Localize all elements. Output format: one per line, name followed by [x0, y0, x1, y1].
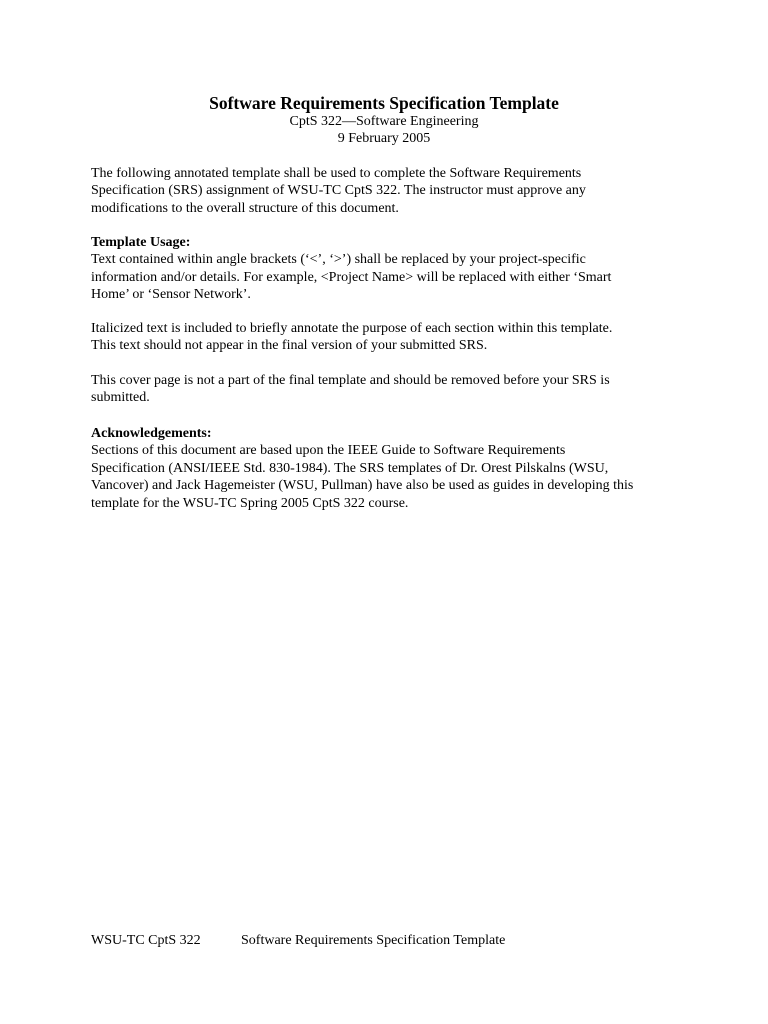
- cover-note-line: submitted.: [91, 390, 150, 406]
- page-footer: [91, 932, 505, 949]
- acknowledgements-section: [91, 425, 691, 512]
- intro-paragraph: [91, 165, 691, 217]
- intro-line: The following annotated template shall be used to complete the Software Requirements: [91, 166, 582, 181]
- template-usage-heading: Template Usage:: [91, 235, 191, 250]
- acknowledgements-line: Vancover) and Jack Hagemeister (WSU, Pullman) have also be used as guides in developing this: [91, 478, 634, 494]
- intro-line: Specification (SRS) assignment of WSU-TC CptS 322. The instructor must approve any: [91, 183, 586, 199]
- acknowledgements-line: template for the WSU-TC Spring 2005 CptS 322 course.: [91, 495, 409, 511]
- document-title: Software Requirements Specification Template: [209, 93, 559, 113]
- italic-note-line: Italicized text is included to briefly annotate the purpose of each section within this template.: [91, 321, 613, 336]
- italic-note-paragraph: [91, 320, 691, 355]
- cover-note-line: This cover page is not a part of the final template and should be removed before your SRS is: [91, 373, 610, 388]
- course-name: CptS 322—Software Engineering: [289, 114, 479, 129]
- template-usage-line: Home’ or ‘Sensor Network’.: [91, 287, 251, 303]
- template-usage-line: Text contained within angle brackets (‘<’, ‘>’) shall be replaced by your project-specific: [91, 252, 586, 268]
- template-usage-section: [91, 234, 691, 304]
- footer-doc-title: Software Requirements Specification Template: [241, 933, 506, 948]
- acknowledgements-line: Sections of this document are based upon the IEEE Guide to Software Requirements: [91, 443, 566, 459]
- template-usage-line: information and/or details. For example, <Project Name> will be replaced with either ‘Smart: [91, 269, 612, 285]
- document-date: 9 February 2005: [337, 131, 431, 146]
- cover-note-paragraph: [91, 372, 691, 407]
- acknowledgements-line: Specification (ANSI/IEEE Std. 830-1984). The SRS templates of Dr. Orest Pilskalns (WSU,: [91, 460, 609, 476]
- italic-note-line: This text should not appear in the final version of your submitted SRS.: [91, 338, 488, 354]
- acknowledgements-heading: Acknowledgements:: [91, 426, 212, 441]
- footer-course-code: WSU-TC CptS 322: [91, 933, 201, 948]
- intro-line: modifications to the overall structure of this document.: [91, 200, 399, 216]
